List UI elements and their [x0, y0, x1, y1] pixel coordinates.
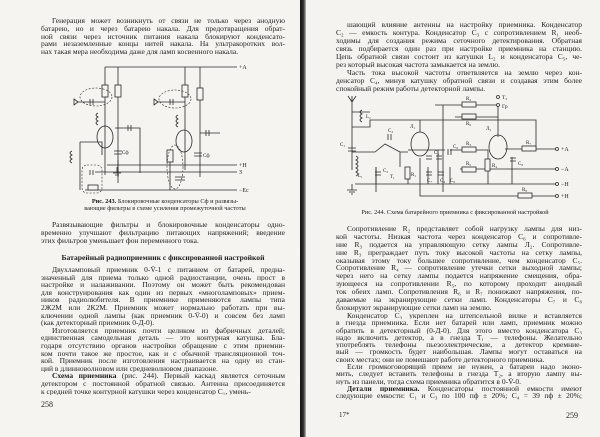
line-text: шающий влияние антенны на настройку приемника. Конденсатор	[347, 21, 582, 29]
text-line	[41, 319, 285, 327]
label-c8: C₈	[518, 162, 524, 167]
text-line	[41, 17, 285, 25]
vacuum-tubes	[97, 126, 192, 152]
terminal-plus-a: +А	[561, 147, 569, 153]
text-line	[41, 380, 285, 388]
label-c5: C₅	[434, 151, 440, 156]
coils	[70, 113, 178, 175]
label-c4: C₄	[440, 179, 446, 184]
label-c7: C₇	[427, 179, 433, 184]
text-line	[336, 296, 582, 304]
text-line	[41, 237, 285, 245]
run-in-heading: Схема приемника	[52, 372, 117, 380]
line-text: значенный для приема только одной радиостанции, очень прост в	[41, 273, 285, 282]
line-text: вый — громкость будет наибольшая. Лампы могут оставаться на	[336, 348, 582, 356]
label-c9: C₉	[450, 179, 456, 184]
line-text: C₂ — емкость контура. Конденсатор C₃ с сопротивлением R₁ необ-	[336, 29, 582, 37]
line-text: надо включить детектор, а в гнезда T₁ — телефоны. Желательно	[336, 333, 582, 342]
line-text: денсатор C₄, минуя катушку обратной связи и создавая этим более	[336, 77, 582, 85]
line-text: ников радиолюбителя. В приемнике применяются лампы типа	[41, 296, 285, 304]
text-line	[336, 233, 582, 241]
line-text: связь подбирается один раз при настройке приемника на станцию.	[336, 45, 582, 53]
paragraph-c3	[336, 312, 582, 363]
text-line	[41, 365, 285, 373]
terminal-gr: Гр	[502, 104, 508, 110]
line-text: кой частоты. Низкая частота через конденсатор C₆ и сопротивле-	[336, 232, 582, 241]
text-line	[336, 53, 582, 61]
text-line	[336, 241, 582, 249]
terminal-t2: T₂	[502, 95, 508, 101]
label-c1: C₁	[340, 143, 346, 148]
line-text: нуть из панели, тогда схема приемника обратится в 0-V̄-0.	[336, 377, 521, 385]
label-r8: R₈	[522, 188, 528, 193]
line-text: ние R₃ преграждает путь току высокой частоты на сетку лампы,	[336, 248, 582, 257]
terminal-minus-n: −Н	[561, 182, 569, 188]
paragraph-manufacture	[41, 327, 285, 373]
line-text: к средней точке контурной катушки через конденсатор C₁, умень-	[41, 387, 251, 396]
text-line	[41, 327, 285, 335]
text-line	[336, 370, 582, 377]
page-number-right: 259	[566, 411, 578, 420]
terminal-plus-n: +Н	[239, 163, 247, 169]
figure-244-caption: Рис. 244. Схема батарейного приемника с фиксированной настройкой	[361, 209, 549, 216]
line-text: Развязывающие фильтры и блокировочные конденсаторы одно-	[52, 221, 285, 229]
line-text: нах такая мера необходима даже для ламп косвенного накала.	[41, 48, 239, 56]
text-line	[41, 296, 285, 304]
label-coil-l2: L₂	[366, 115, 371, 120]
text-line	[41, 372, 285, 380]
terminal-minus-ec: −Eс	[239, 188, 249, 194]
paragraph-r2	[336, 225, 582, 312]
paragraph-filters	[41, 221, 285, 245]
line-text: настройке и налаживании. Поэтому он может быть рекомендован	[41, 281, 285, 289]
text-line	[336, 356, 582, 363]
terminal-plus-a: +А	[239, 65, 247, 71]
paragraph-loudspeaker	[336, 363, 582, 385]
line-text: в гнезда приемника. Если нет батарей или ламп, приемник можно	[336, 319, 582, 327]
text-line	[336, 257, 582, 265]
line-text: Сопротивление R₂ представляет собой нагрузку лампы для низ-	[347, 225, 582, 233]
text-line	[336, 378, 582, 385]
line-text: ходимы для создания режима сеточного детектирования. Обратная	[336, 37, 582, 45]
line-text: ние R₃ подается на управляющую сетку лампы Л₂. Сопротивле-	[336, 240, 582, 249]
text-line	[336, 77, 582, 85]
text-line	[41, 350, 285, 358]
line-text: батарею, но и через батарею накала. Для предотвращения обрат-	[41, 24, 285, 33]
line-text: мить, следует вставить телефоны в гнезда T₂, а вторую лампу вы-	[336, 370, 582, 378]
line-text: Если громкоговорящий прием не нужен, а батареи надо эконо-	[347, 363, 582, 371]
book-binding-shadow	[300, 0, 306, 437]
text-line	[41, 304, 285, 312]
paragraph-scheme	[41, 372, 285, 395]
text-line	[336, 21, 582, 29]
label-c2: C₂	[383, 169, 389, 174]
line-text: ток обеих ламп. Сопротивления R₆ и R₇ понижают напряжения, по-	[336, 288, 582, 297]
text-line	[336, 45, 582, 53]
line-text: (как детекторный приемник 0-Д-0).	[41, 319, 155, 327]
text-line	[336, 280, 582, 288]
line-text: блокируют экранирующие сетки ламп на землю.	[336, 303, 492, 312]
line-text: рез который высокая частота замыкается на землю.	[336, 61, 500, 69]
label-r6: R₆	[466, 122, 472, 127]
signature-mark: 17*	[339, 411, 350, 419]
caption-line-1: Блокировочные конденсаторы Cф и развязы-	[117, 198, 239, 205]
text-line	[336, 341, 582, 348]
text-line	[41, 221, 285, 229]
caption-line-2: вающие фильтры в схеме усиления промежуточной частоты	[84, 204, 246, 212]
line-text: детектором с постоянной обратной связью. Антенна присоединяется	[41, 379, 285, 388]
terminal-plus-n: +Н	[561, 194, 569, 200]
text-line	[336, 288, 582, 296]
label-r3: R₃	[466, 142, 472, 147]
line-text: ком почти такое же простое, как и с обычной трансляционной точ-	[41, 349, 285, 358]
line-text: Конденсаторы постоянной емкости имеют	[419, 385, 582, 393]
text-line	[336, 385, 582, 392]
line-text: употреблять телефоны пьезоэлектрические, а детектор кремние-	[336, 341, 582, 349]
line-text: даваемые на экранирующие сетки ламп. Конденсаторы C₇ и C₈	[336, 296, 582, 304]
label-r4: R₄	[492, 164, 498, 169]
label-cf-1: Cф	[122, 151, 129, 156]
label-r1: R₁	[411, 173, 417, 178]
line-text: Изготовляется приемник почти целиком из фабричных деталей;	[52, 326, 285, 335]
line-text: 2Ж2М или 2К2М. Приемник может нормально работать при вы-	[41, 303, 285, 312]
text-line	[336, 304, 582, 312]
text-line	[41, 229, 285, 237]
page-number-left: 258	[41, 400, 53, 409]
text-line	[41, 334, 285, 342]
line-text: через него на сетку лампы подается напряжение смещения, обра-	[336, 272, 582, 281]
terminal-minus-a: −А	[561, 167, 569, 173]
line-text: Генерация может возникнуть от связи не только через анодную	[52, 17, 285, 25]
label-jack-t1: T₁	[390, 175, 395, 180]
text-line	[336, 319, 582, 326]
text-line	[336, 334, 582, 341]
label-coil-l1: L₁	[358, 174, 363, 179]
paragraph-hf-current	[336, 69, 582, 93]
line-text: обратить в детекторный (0-Д-0). Для этого вместо конденсатора C₃	[336, 326, 582, 334]
text-line	[336, 61, 582, 69]
text-line	[336, 225, 582, 233]
label-tube-1: Л₁	[410, 125, 416, 130]
paragraph-receiver	[41, 266, 285, 327]
label-tube-2: Л₂	[486, 127, 492, 132]
line-text: годаря отсутствию органов настройки обращение с этим приемни-	[41, 341, 285, 350]
text-line	[336, 363, 582, 370]
text-line	[41, 388, 285, 396]
text-line	[336, 348, 582, 355]
text-line	[336, 272, 582, 280]
paragraph-generation	[41, 17, 285, 56]
text-line	[41, 33, 285, 41]
line-text: Двухламповый приемник 0-V̄-1 с питанием от батарей, предна-	[52, 266, 285, 274]
figure-243-schematic	[30, 55, 290, 200]
line-text: оказывая этому току большее сопротивление, чем конденсатор C₅.	[336, 256, 582, 265]
terminal-z: З	[239, 170, 243, 176]
capacitors	[90, 99, 209, 180]
text-line	[41, 357, 285, 365]
label-r2: R₂	[466, 97, 472, 102]
figure-244-schematic	[310, 92, 590, 207]
line-text: (рис. 244). Первый каскад является сеточным	[116, 372, 285, 380]
line-text: спокойный режим работы детекторной лампы.	[336, 85, 486, 93]
text-line	[336, 37, 582, 45]
text-line	[41, 40, 285, 48]
paragraph-parts	[336, 385, 582, 400]
label-c6: C₆	[453, 145, 459, 150]
line-text: Сопротивление R₄ — сопротивление утечки сетки выходной лампы;	[336, 264, 582, 273]
text-line	[41, 312, 285, 320]
label-r5: R₅	[466, 162, 472, 167]
text-line	[336, 29, 582, 37]
text-line	[41, 25, 285, 33]
text-line	[41, 342, 285, 350]
line-text: следующие емкости: C₁ и C₃ по 100 пф ± 20%; C₄ = 39 пф ± 20%;	[336, 392, 582, 400]
line-text: Конденсатор C₃ укреплен на штепсельной вилке и вставляется	[347, 312, 582, 320]
line-text: этих фильтров уменьшает фон переменного тока.	[41, 237, 199, 245]
vacuum-tubes	[411, 132, 507, 159]
line-text: ций в длинноволновом или средневолновом диапазоне.	[41, 364, 218, 373]
line-text: ной связи через источник питания накала блокируют конденсато-	[41, 32, 285, 41]
label-cf-2: Cф	[203, 154, 210, 159]
line-text: единственная самодельная деталь — это контурная катушка. Бла-	[41, 334, 285, 342]
text-line	[336, 312, 582, 319]
text-line	[41, 274, 285, 282]
text-line	[41, 266, 285, 274]
text-line	[336, 249, 582, 257]
text-line	[41, 289, 285, 297]
line-text: Часть тока высокой частоты ответвляется на землю через кон-	[347, 69, 582, 77]
line-text: ключении одной лампы (как приемник 0-V̄-0) и совсем без ламп	[41, 311, 285, 320]
line-text: для конструирования как один из первых «многоламповых» прием-	[41, 288, 285, 297]
line-text: кой. Приемник после изготовления настраивается на одну из стан-	[41, 357, 285, 365]
line-text: рами незаземленные концы нитей накала. На ультракоротких вол-	[41, 40, 285, 49]
figure-243-caption	[40, 199, 290, 212]
line-text: временно улучшают фильтрацию питающих напряжений; введение	[41, 229, 285, 237]
ground-symbol	[347, 184, 357, 194]
line-text: Цепь обратной связи состоит из катушки L₂ и конденсатора C₅, че-	[336, 53, 582, 61]
run-in-heading: Детали приемника.	[347, 385, 420, 393]
text-line	[336, 264, 582, 272]
caption-number: Рис. 243.	[91, 198, 117, 205]
section-heading: Батарейный радиоприемник с фиксированной настройкой	[61, 253, 265, 262]
filter-outlines	[80, 88, 191, 193]
text-line	[41, 281, 285, 289]
label-r7: R₇	[526, 141, 532, 146]
label-c3: C₃	[388, 129, 394, 134]
coils	[356, 110, 362, 176]
paragraph-continuation	[336, 21, 582, 69]
line-text: своих местах; они не помешают работе детекторного приемника.	[336, 355, 545, 364]
text-line	[336, 392, 582, 399]
line-text: зующееся на сопротивлении R₅, по которому проходит анодный	[336, 280, 582, 289]
text-line	[336, 327, 582, 334]
text-line	[336, 69, 582, 77]
